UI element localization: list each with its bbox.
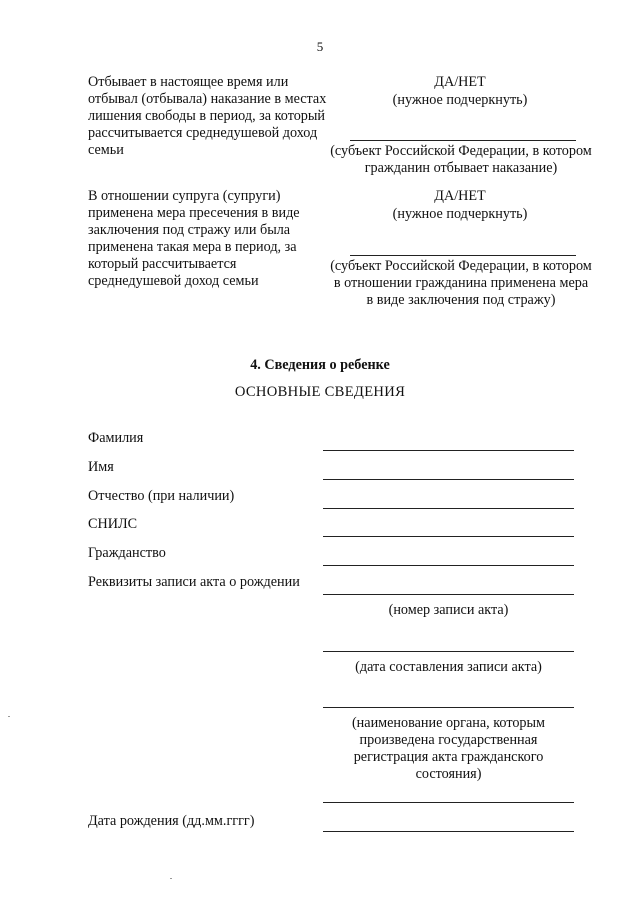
name-field[interactable] (323, 479, 574, 480)
surname-field[interactable] (323, 450, 574, 451)
birth-date-label: Дата рождения (дд.мм.гггг) (88, 813, 255, 829)
custody-answer-note: (нужное подчеркнуть) (392, 206, 528, 222)
custody-region-line[interactable] (350, 255, 576, 256)
snils-field[interactable] (323, 536, 574, 537)
record-date-field[interactable] (323, 651, 574, 652)
surname-label: Фамилия (88, 430, 144, 446)
snils-label: СНИЛС (88, 516, 138, 532)
imprisonment-answer[interactable]: ДА/НЕТ (434, 74, 486, 90)
registration-body-caption: (наименование органа, которым произведена государственная регистрация акта гражданского состояния) (351, 715, 546, 782)
citizenship-label: Гражданство (88, 545, 166, 561)
imprisonment-region-caption: (субъект Российской Федерации, в котором гражданин отбывает наказание) (330, 143, 592, 176)
birth-record-label: Реквизиты записи акта о рождении (88, 574, 300, 590)
page-number: 5 (316, 39, 324, 54)
birth-date-field[interactable] (323, 831, 574, 832)
patronymic-label: Отчество (при наличии) (88, 488, 235, 504)
custody-answer[interactable]: ДА/НЕТ (434, 188, 486, 204)
custody-question: В отношении супруга (супруги) применена мера пресечения в виде заключения под стражу или была применена такая мера в период, за который рассчитывается среднедушевой доход семьи (88, 188, 300, 289)
imprisonment-answer-note: (нужное подчеркнуть) (392, 92, 528, 108)
imprisonment-region-line[interactable] (350, 140, 576, 141)
patronymic-field[interactable] (323, 508, 574, 509)
record-date-caption: (дата составления записи акта) (355, 659, 542, 675)
citizenship-field[interactable] (323, 565, 574, 566)
imprisonment-question: Отбывает в настоящее время или отбывал (отбывала) наказание в местах лишения свободы в период, за который рассчитывается среднедушевой доход семьи (88, 74, 327, 158)
name-label: Имя (88, 459, 114, 475)
custody-region-caption: (субъект Российской Федерации, в котором в отношении гражданина применена мера в виде заключения под стражу) (330, 258, 592, 308)
section-title: 4. Сведения о ребенке (250, 357, 390, 373)
record-number-field[interactable] (323, 594, 574, 595)
registration-body-field[interactable] (323, 707, 574, 708)
scan-speck (170, 878, 172, 879)
section-subtitle: ОСНОВНЫЕ СВЕДЕНИЯ (234, 384, 406, 400)
record-number-caption: (номер записи акта) (388, 602, 509, 618)
registration-body-field-2[interactable] (323, 802, 574, 803)
scan-speck (8, 716, 10, 717)
